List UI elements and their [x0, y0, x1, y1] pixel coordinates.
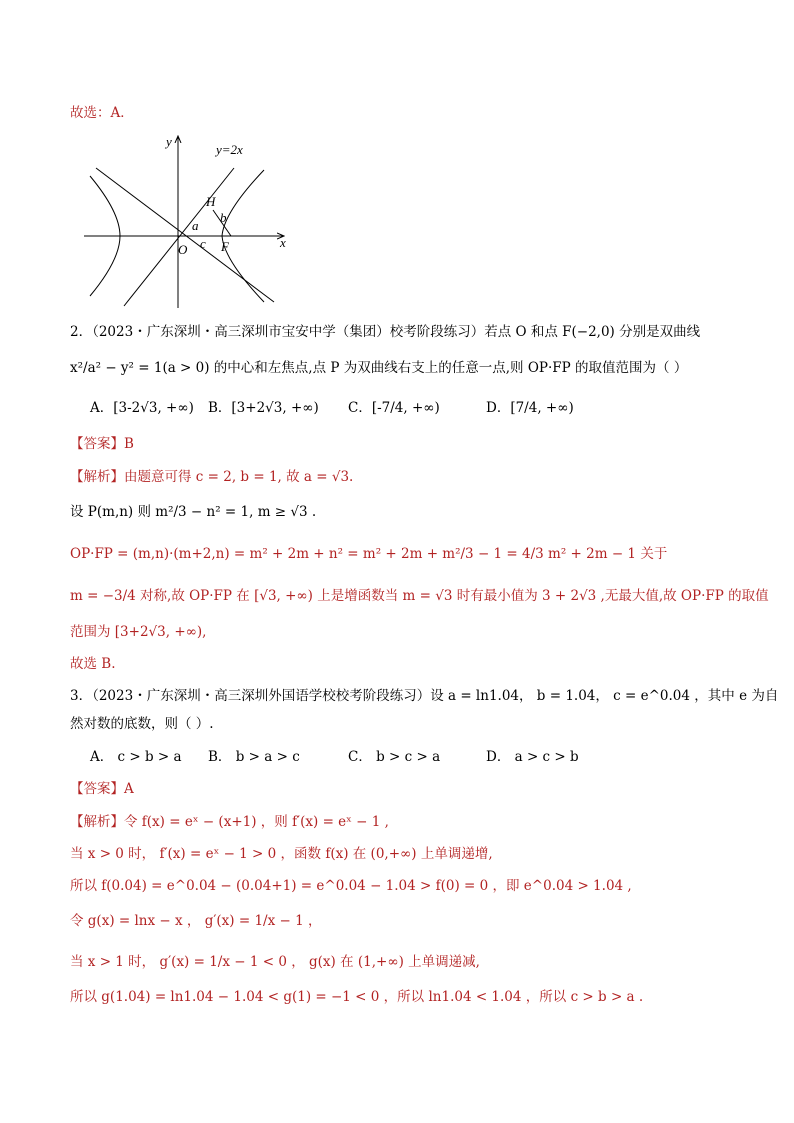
q2-analysis-tag: 【解析】 [70, 469, 124, 485]
q3-option-c: C． b > c > a [348, 749, 441, 765]
q2-answer-tag: 【答案】 [70, 436, 124, 452]
q3-analysis-line3: 所以 f(0.04) = e^0.04 − (0.04+1) = e^0.04 − 1.04 > f(0) = 0 ，即 e^0.04 > 1.04 , [70, 878, 632, 894]
q3-analysis-line4: 令 g(x) = lnx − x ， g′(x) = 1/x − 1 ， [70, 913, 322, 929]
q3-option-b: B． b > a > c [208, 749, 300, 765]
q2-analysis-line4: m = −3/4 对称,故 OP·FP 在 [√3, +∞) 上是增函数当 m = √3 时有最小值为 3 + 2√3 ,无最大值,故 OP·FP 的取值 [70, 588, 769, 604]
q3-analysis-tag: 【解析】 [70, 814, 124, 830]
q2-analysis-line5: 范围为 [3+2√3, +∞), [70, 624, 207, 640]
q3-stem-line1: 3．（2023・广东深圳・高三深圳外国语学校校考阶段练习）设 a = ln1.04， b = 1.04， c = e^0.04 ，其中 e 为自 [70, 688, 779, 704]
segment-b-label: b [220, 210, 227, 225]
q3-option-d: D． a > c > b [486, 749, 579, 765]
q2-option-d: D．[7/4, +∞) [486, 400, 574, 416]
segment-c-label: c [200, 236, 206, 251]
q3-stem-line2: 然对数的底数，则（ ）. [70, 716, 214, 732]
asymptote-line-positive [124, 168, 234, 306]
q3-options [90, 747, 710, 767]
q2-answer [70, 434, 724, 454]
q2-option-b: B．[3+2√3, +∞) [208, 400, 319, 416]
q3-analysis-line5: 当 x > 1 时， g′(x) = 1/x − 1 < 0 ， g(x) 在 (1,+∞) 上单调递减, [70, 954, 480, 970]
q2-stem-line2: x²/a² − y² = 1(a > 0) 的中心和左焦点,点 P 为双曲线右支上的任意一点,则 OP·FP 的取值范围为（ ） [70, 360, 688, 376]
q3-answer-tag: 【答案】 [70, 781, 124, 797]
q2-options [90, 398, 710, 418]
point-h-label: H [206, 194, 216, 209]
y-axis-label: y [166, 134, 172, 149]
point-f-label: F [221, 239, 229, 254]
q2-conclusion: 故选 B. [70, 656, 116, 672]
q3-answer-value: A [124, 781, 134, 797]
previous-answer: 故选：A． [70, 105, 134, 121]
q3-analysis-line2: 当 x > 0 时， f′(x) = eˣ − 1 > 0 ，函数 f(x) 在 (0,+∞) 上单调递增, [70, 846, 493, 862]
q2-option-a: A．[3-2√3, +∞) [90, 400, 194, 416]
q3-analysis-text1: 令 f(x) = eˣ − (x+1) ，则 f′(x) = eˣ − 1 , [124, 814, 389, 830]
q2-analysis-line2: 设 P(m,n) 则 m²/3 − n² = 1, m ≥ √3 . [70, 504, 317, 520]
q2-option-c: C．[-7/4, +∞) [348, 400, 440, 416]
q2-answer-value: B [124, 436, 134, 452]
q3-analysis-line1 [70, 812, 724, 832]
origin-label: O [178, 242, 188, 257]
q2-analysis-line3: OP·FP = (m,n)·(m+2,n) = m² + 2m + n² = m² + 2m + m²/3 − 1 = 4/3 m² + 2m − 1 关于 [70, 546, 668, 562]
q2-analysis-line1 [70, 467, 724, 487]
hyperbola-figure [84, 132, 294, 312]
q2-analysis-text1: 由题意可得 c = 2, b = 1, 故 a = √3. [124, 469, 354, 485]
segment-a-label: a [192, 218, 199, 233]
q3-analysis-line6: 所以 g(1.04) = ln1.04 − 1.04 < g(1) = −1 < 0 ，所以 ln1.04 < 1.04 ，所以 c > b > a . [70, 989, 644, 1005]
q3-answer [70, 779, 724, 799]
x-axis-label: x [280, 235, 286, 250]
line-label: y=2x [216, 142, 243, 157]
q2-stem-line1: 2．（2023・广东深圳・高三深圳市宝安中学（集团）校考阶段练习）若点 O 和点 F(−2,0) 分别是双曲线 [70, 324, 701, 340]
q3-option-a: A． c > b > a [90, 749, 182, 765]
